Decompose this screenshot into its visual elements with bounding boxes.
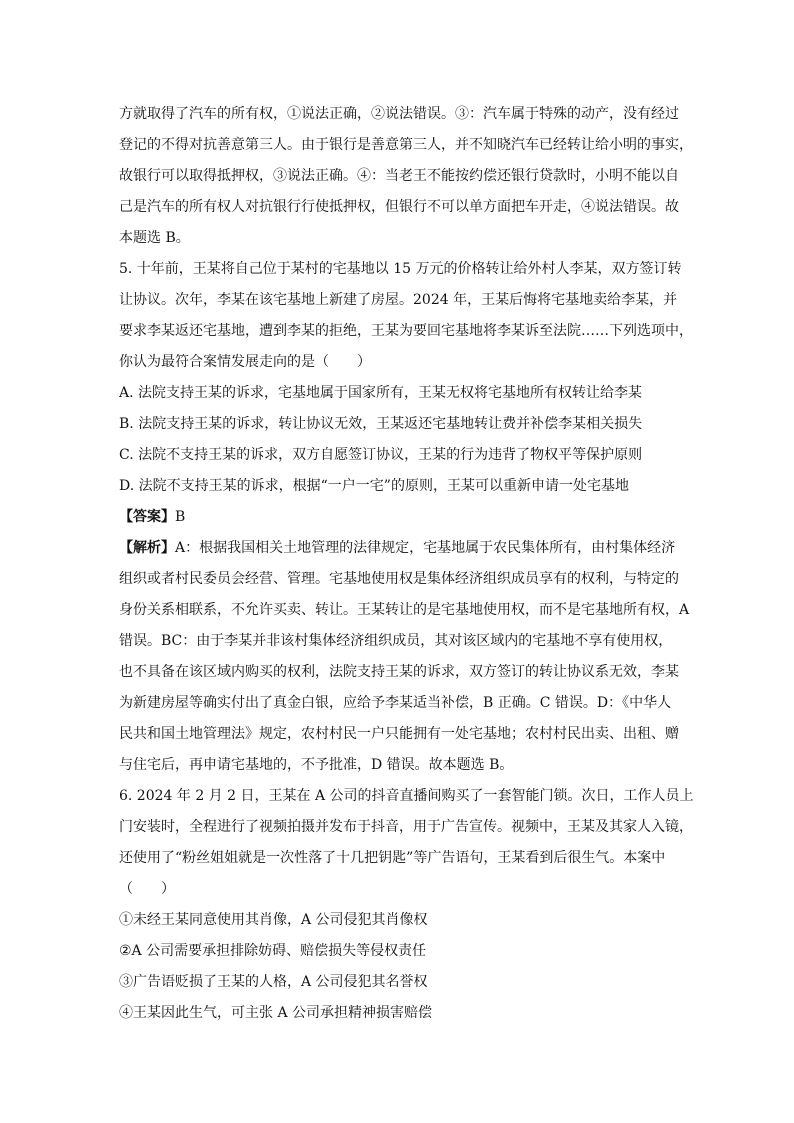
statement-4: ④王某因此生气，可主张 A 公司承担精神损害赔偿	[119, 1005, 433, 1021]
analysis-line: 与住宅后，再申请宅基地的，不予批准，D 错误。故本题选 B。	[119, 757, 514, 773]
question-stem-line: 5. 十年前，王某将自己位于某村的宅基地以 15 万元的价格转让给外村人李某，双方签订转	[119, 261, 682, 277]
previous-analysis-continuation	[119, 99, 704, 254]
answer-value: B	[175, 509, 186, 525]
answer-label: 【答案】	[119, 509, 175, 525]
option-d: D. 法院不支持王某的诉求，根据“一户一宅”的原则，王某可以重新申请一处宅基地	[119, 478, 629, 494]
question-6	[119, 781, 704, 1029]
analysis-line: 也不具备在该区域内购买的权利，法院支持王某的诉求，双方签订的转让协议系无效，李某	[119, 664, 679, 680]
option-b: B. 法院支持王某的诉求，转让协议无效，王某返还宅基地转让费并补偿李某相关损失	[119, 416, 643, 432]
paragraph-line: 故银行可以取得抵押权，③说法正确。④：当老王不能按约偿还银行贷款时，小明不能以自	[119, 168, 679, 184]
statement-1: ①未经王某同意使用其肖像，A 公司侵犯其肖像权	[119, 912, 428, 928]
paragraph-line: 登记的不得对抗善意第三人。由于银行是善意第三人，并不知晓汽车已经转让给小明的事实，	[119, 137, 693, 153]
analysis-line: 错误。BC：由于李某并非该村集体经济组织成员，其对该区域内的宅基地不享有使用权，	[119, 633, 673, 649]
analysis-line	[119, 533, 704, 564]
question-stem-line: 要求李某返还宅基地，遭到李某的拒绝，王某为要回宅基地将李某诉至法院……下列选项中，	[119, 323, 693, 339]
analysis-line: 身份关系相联系，不允许买卖、转让。王某转让的是宅基地使用权，而不是宅基地所有权，A	[119, 602, 690, 618]
paragraph-line: 己是汽车的所有权人对抗银行行使抵押权，但银行不可以单方面把车开走，④说法错误。故	[119, 199, 679, 215]
question-stem-line: 6. 2024 年 2 月 2 日，王某在 A 公司的抖音直播间购买了一套智能门锁。次日，工作人员上	[119, 788, 694, 804]
analysis-line: 组织或者村民委员会经营、管理。宅基地使用权是集体经济组织成员享有的权利，与特定的	[119, 571, 679, 587]
paragraph-line: 本题选 B。	[119, 230, 190, 246]
paragraph-line: 方就取得了汽车的所有权，①说法正确，②说法错误。③：汽车属于特殊的动产，没有经过	[119, 106, 679, 122]
analysis-text: A：根据我国相关土地管理的法律规定，宅基地属于农民集体所有，由村集体经济	[175, 540, 676, 556]
statement-3: ③广告语贬损了王某的人格，A 公司侵犯其名誉权	[119, 974, 428, 990]
analysis-line: 为新建房屋等确实付出了真金白银，应给予李某适当补偿，B 正确。C 错误。D：《中华人	[119, 695, 672, 711]
option-c: C. 法院不支持王某的诉求，双方自愿签订协议，王某的行为违背了物权平等保护原则	[119, 447, 643, 463]
analysis-line: 民共和国土地管理法》规定，农村村民一户只能拥有一处宅基地；农村村民出卖、出租、赠	[119, 726, 679, 742]
question-stem-line: 让协议。次年，李某在该宅基地上新建了房屋。2024 年，王某后悔将宅基地卖给李某，并	[119, 292, 678, 308]
question-stem-line: 门安装时，全程进行了视频拍摄并发布于抖音，用于广告宣传。视频中，王某及其家人入镜，	[119, 819, 693, 835]
question-stem-line: 还使用了“粉丝姐姐就是一次性落了十几把钥匙”等广告语句，王某看到后很生气。本案中	[119, 850, 666, 866]
question-stem-line: 你认为最符合案情发展走向的是（ ）	[119, 354, 371, 370]
question-5	[119, 254, 704, 781]
question-stem-line: （ ）	[119, 881, 175, 897]
answer-line	[119, 502, 704, 533]
analysis-label: 【解析】	[119, 540, 175, 556]
page-content	[119, 99, 704, 1029]
statement-2: ②A 公司需要承担排除妨碍、赔偿损失等侵权责任	[119, 943, 427, 959]
option-a: A. 法院支持王某的诉求，宅基地属于国家所有，王某无权将宅基地所有权转让给李某	[119, 385, 643, 401]
